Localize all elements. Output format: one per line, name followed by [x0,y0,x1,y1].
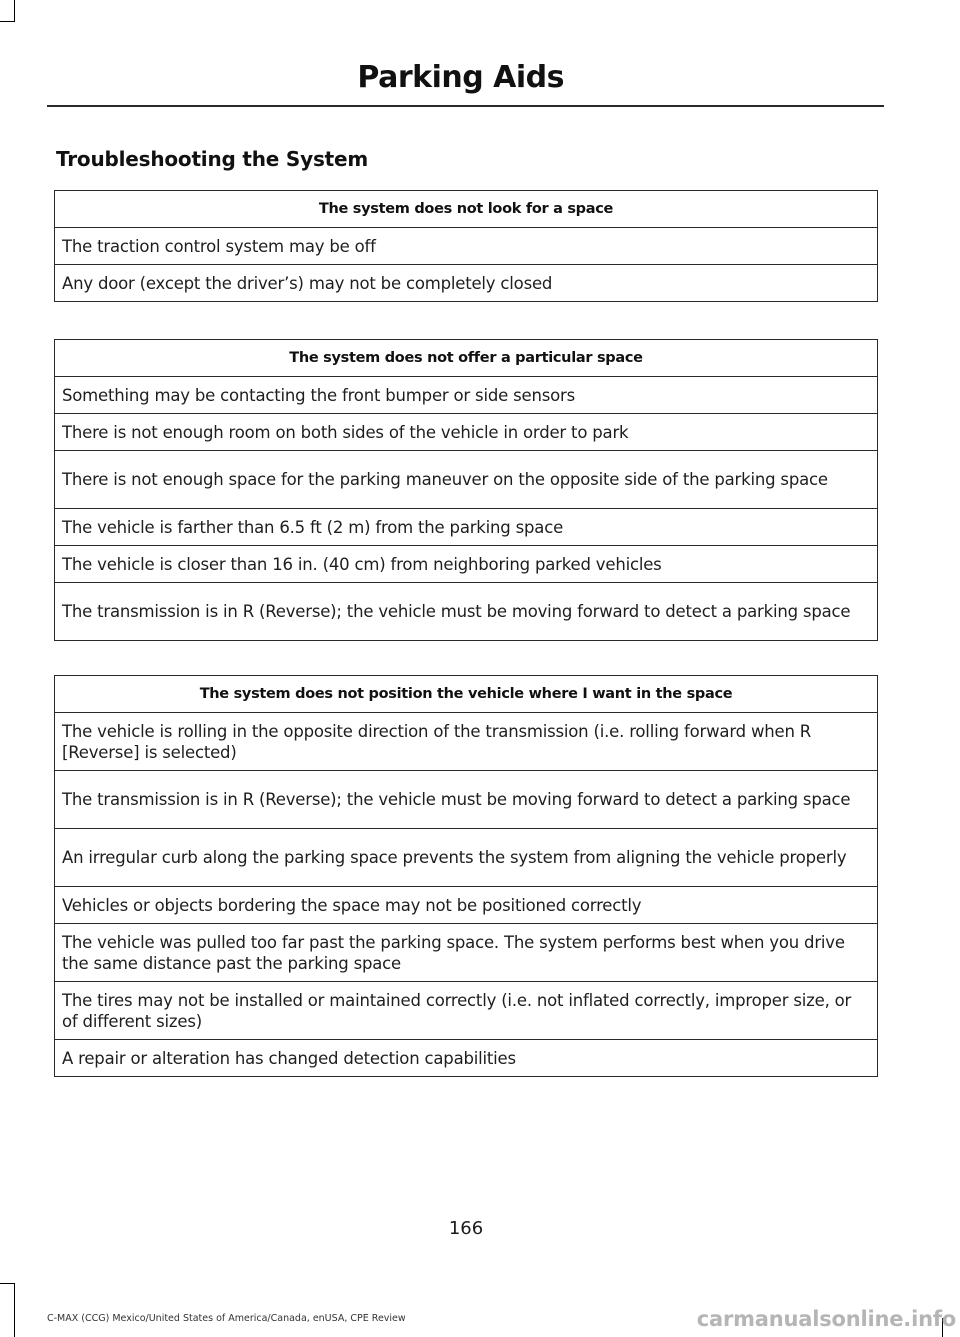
table-row [55,829,878,887]
table-row [55,771,878,829]
crop-mark-bottom-left-vertical [14,1283,15,1337]
crop-mark-top-left-horizontal [0,21,15,22]
crop-mark-top-left-vertical [14,0,15,22]
table-cell: The vehicle is rolling in the opposite direction of the transmission (i.e. rolling forward when R [Reverse] is selected) [55,713,878,771]
table-row [55,451,878,509]
table-heading: The system does not position the vehicle where I want in the space [55,676,878,713]
table-cell: There is not enough space for the parking maneuver on the opposite side of the parking space [55,451,878,509]
table-heading: The system does not offer a particular space [55,340,878,377]
table-row [55,509,878,546]
crop-mark-bottom-left-horizontal [0,1283,15,1284]
table-cell: An irregular curb along the parking space prevents the system from aligning the vehicle properly [55,829,878,887]
table-row [55,583,878,641]
table-cell: The tires may not be installed or maintained correctly (i.e. not inflated correctly, improper size, or of different sizes) [55,982,878,1040]
table-cell: The vehicle is farther than 6.5 ft (2 m) from the parking space [55,509,878,546]
table-row [55,887,878,924]
watermark-logo: carmanualsonline.info [696,1307,956,1331]
section-heading: Troubleshooting the System [56,147,369,171]
table-cell: Vehicles or objects bordering the space may not be positioned correctly [55,887,878,924]
table-row [55,713,878,771]
table-row [55,982,878,1040]
table-row [55,1040,878,1077]
troubleshooting-table-position [54,675,878,1077]
table-row [55,546,878,583]
table-cell: Any door (except the driver’s) may not be completely closed [55,265,878,302]
table-heading: The system does not look for a space [55,191,878,228]
table-cell: The transmission is in R (Reverse); the vehicle must be moving forward to detect a parking space [55,583,878,641]
table-cell: The transmission is in R (Reverse); the vehicle must be moving forward to detect a parking space [55,771,878,829]
table-header-row [55,340,878,377]
table-cell: Something may be contacting the front bumper or side sensors [55,377,878,414]
header-divider [47,105,884,107]
table-row [55,414,878,451]
page-header-title: Parking Aids [357,60,564,95]
document-info: C-MAX (CCG) Mexico/United States of America/Canada, enUSA, CPE Review [47,1313,406,1324]
table-cell: There is not enough room on both sides of the vehicle in order to park [55,414,878,451]
table-cell: A repair or alteration has changed detection capabilities [55,1040,878,1077]
table-cell: The traction control system may be off [55,228,878,265]
table-row [55,924,878,982]
page-number: 166 [448,1218,484,1239]
table-row [55,377,878,414]
table-row [55,228,878,265]
troubleshooting-table-no-offer [54,339,878,641]
table-header-row [55,191,878,228]
table-row [55,265,878,302]
troubleshooting-table-no-search [54,190,878,302]
table-cell: The vehicle is closer than 16 in. (40 cm) from neighboring parked vehicles [55,546,878,583]
table-cell: The vehicle was pulled too far past the parking space. The system performs best when you drive the same distance past the parking space [55,924,878,982]
table-header-row [55,676,878,713]
